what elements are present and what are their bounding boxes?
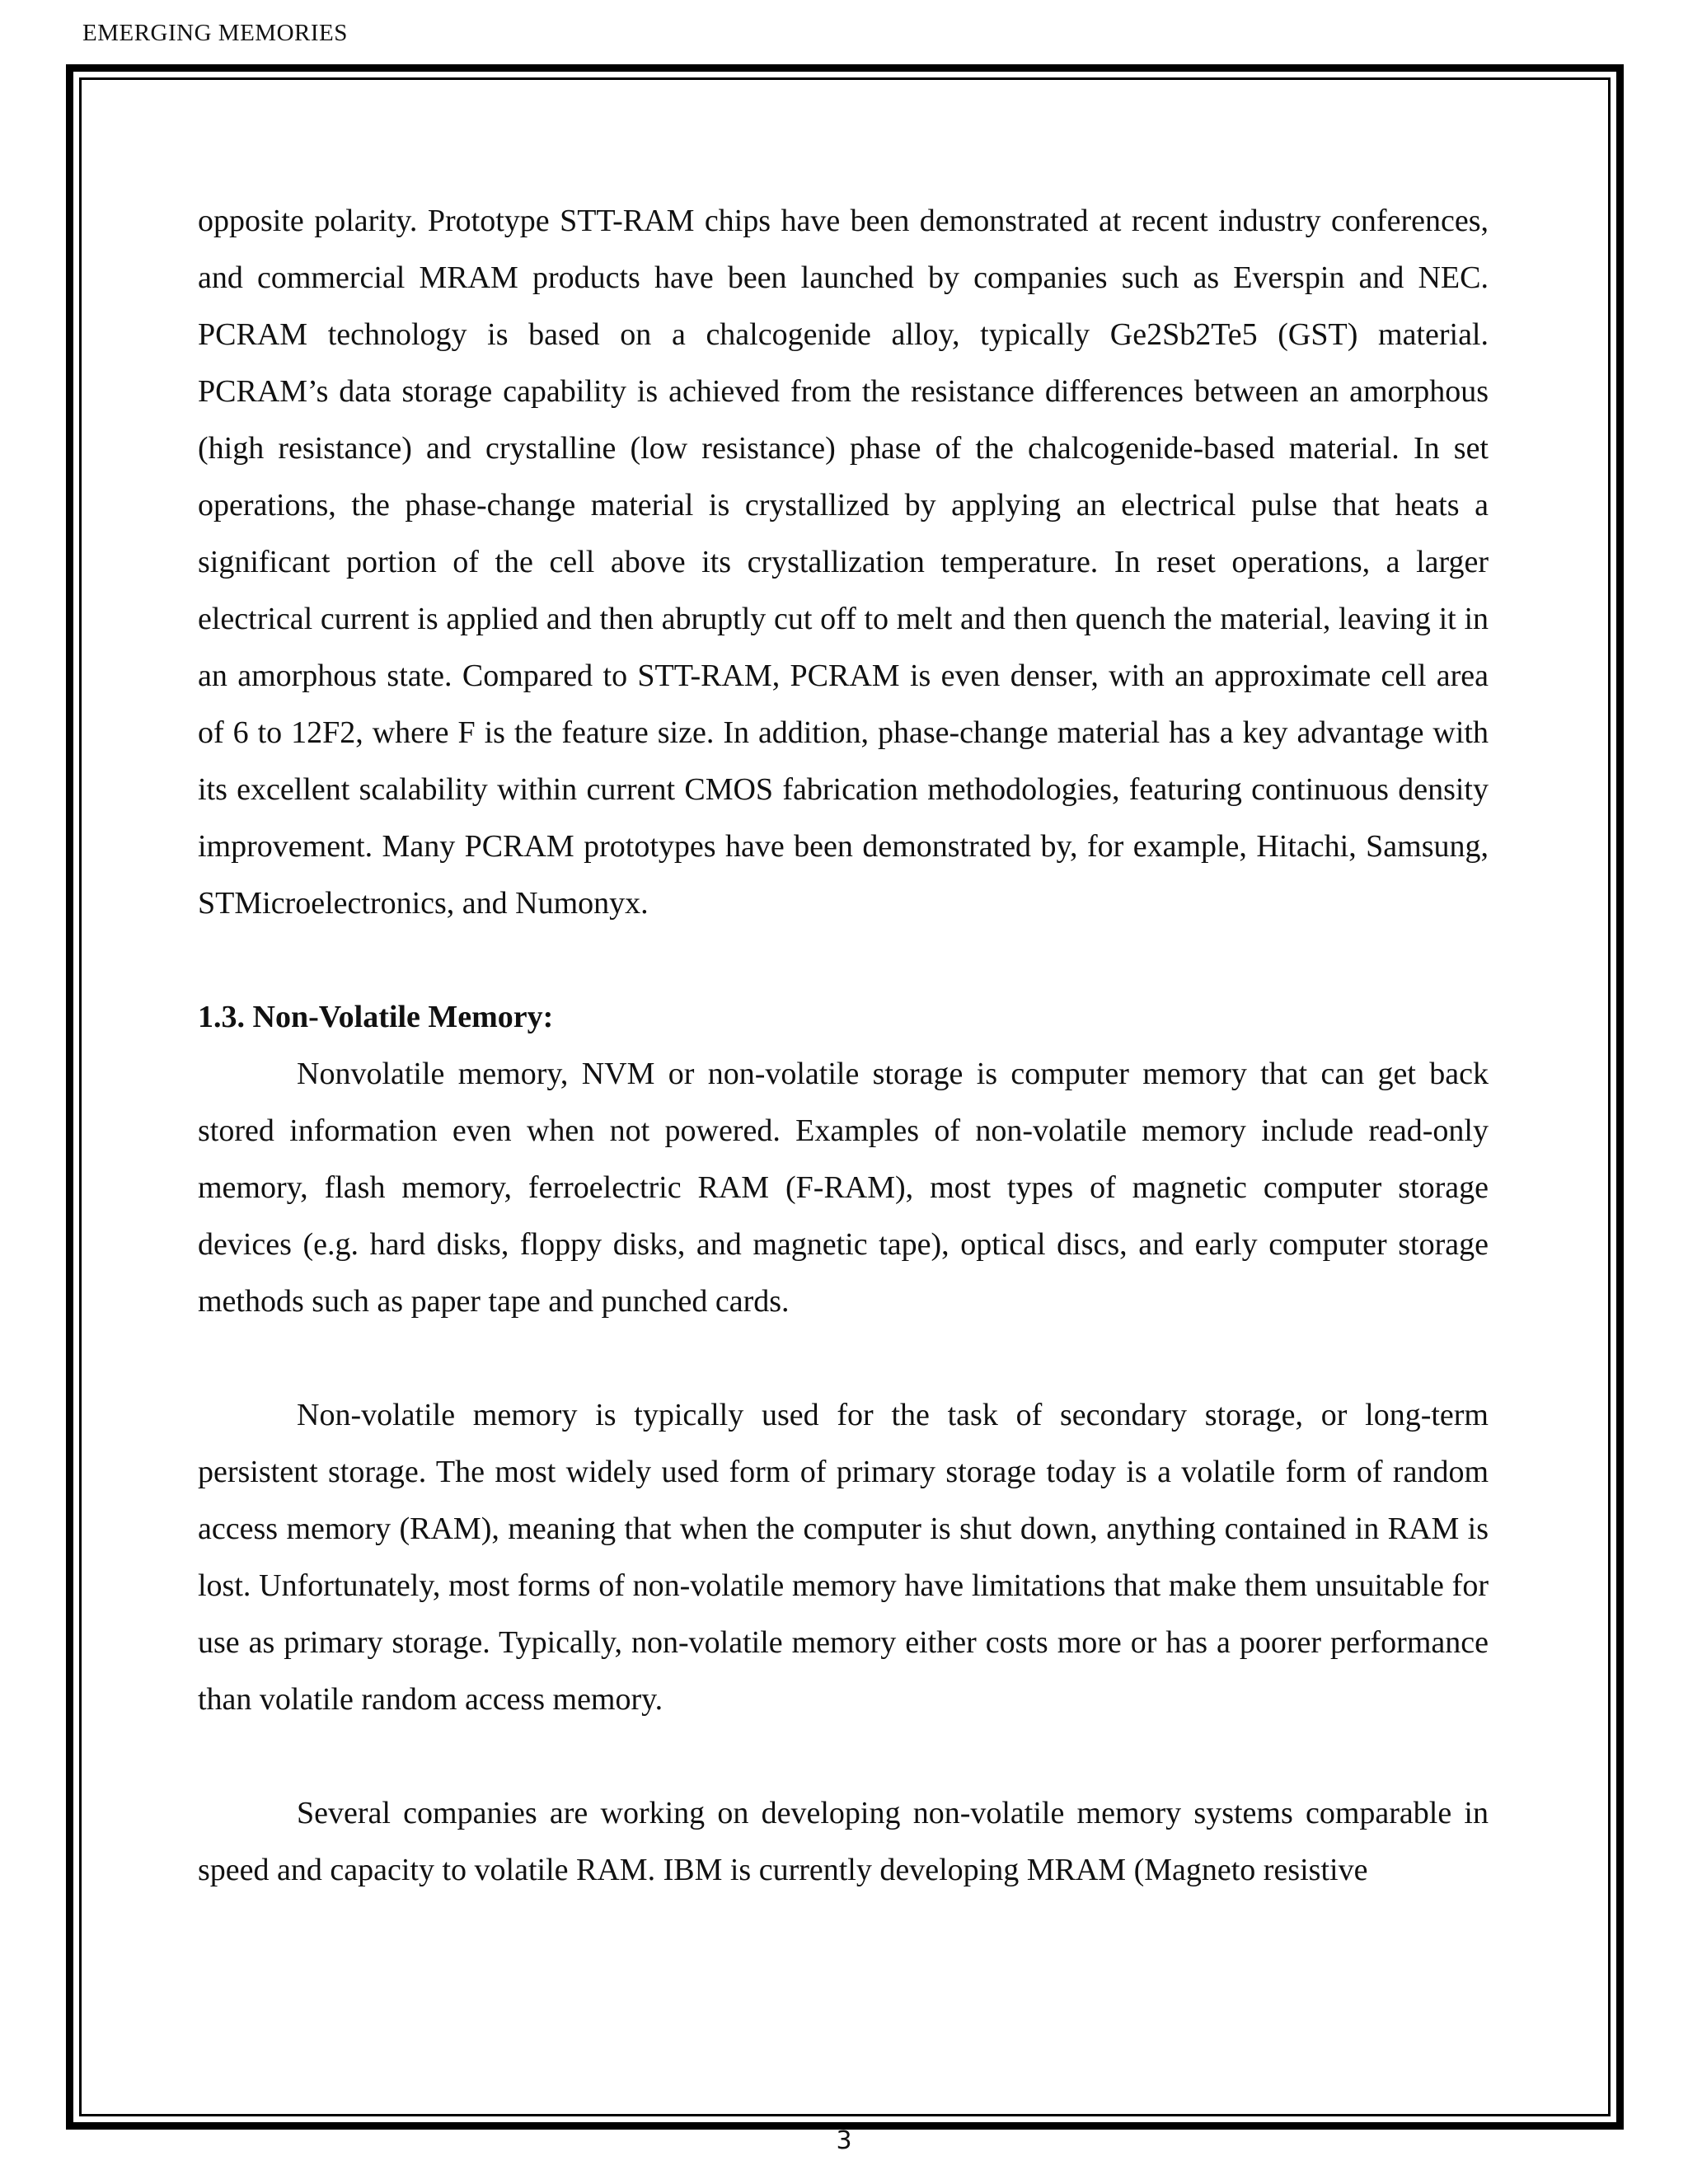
- document-body: [198, 193, 1489, 1899]
- paragraph-nvm-usage: Non-volatile memory is typically used for the task of secondary storage, or long-term persistent storage. The most widely used form of primary storage today is a volatile form of random access memory (RAM), meaning that when the computer is shut down, anything contained in RAM is lost. Unfortunately, most forms of non-volatile memory have limitations that make them unsuitable for use as primary storage. Typically, non-volatile memory either costs more or has a poorer performance than volatile random access memory.: [198, 1398, 1489, 1717]
- paragraph-nvm-definition: Nonvolatile memory, NVM or non-volatile storage is computer memory that can get back stored information even when not powered. Examples of non-volatile memory include read-only memory, flash memory, ferroelectric RAM (F-RAM), most types of magnetic computer storage devices (e.g. hard disks, floppy disks, and magnetic tape), optical discs, and early computer storage methods such as paper tape and punched cards.: [198, 1057, 1489, 1319]
- paragraph-nvm-development: Several companies are working on developing non-volatile memory systems comparable in speed and capacity to volatile RAM. IBM is currently developing MRAM (Magneto resistive: [198, 1796, 1489, 1887]
- running-header: EMERGING MEMORIES: [82, 20, 348, 46]
- paragraph-spacer: [198, 1728, 1489, 1785]
- section-heading: 1.3. Non-Volatile Memory:: [198, 1000, 554, 1034]
- paragraph-pcram-continued: opposite polarity. Prototype STT-RAM chips have been demonstrated at recent industry conferences, and commercial MRAM products have been launched by companies such as Everspin and NEC. PCRAM technology is based on a chalcogenide alloy, typically Ge2Sb2Te5 (GST) material. PCRAM’s data storage capability is achieved from the resistance differences between an amorphous (high resistance) and crystalline (low resistance) phase of the chalcogenide-based material. In set operations, the phase-change material is crystallized by applying an electrical pulse that heats a significant portion of the cell above its crystallization temperature. In reset operations, a larger electrical current is applied and then abruptly cut off to melt and then quench the material, leaving it in an amorphous state. Compared to STT-RAM, PCRAM is even denser, with an approximate cell area of 6 to 12F2, where F is the feature size. In addition, phase-change material has a key advantage with its excellent scalability within current CMOS fabrication methodologies, featuring continuous density improvement. Many PCRAM prototypes have been demonstrated by, for example, Hitachi, Samsung, STMicroelectronics, and Numonyx.: [198, 204, 1489, 921]
- paragraph-spacer: [198, 932, 1489, 989]
- page-number: 3: [836, 2126, 852, 2155]
- paragraph-spacer: [198, 1330, 1489, 1387]
